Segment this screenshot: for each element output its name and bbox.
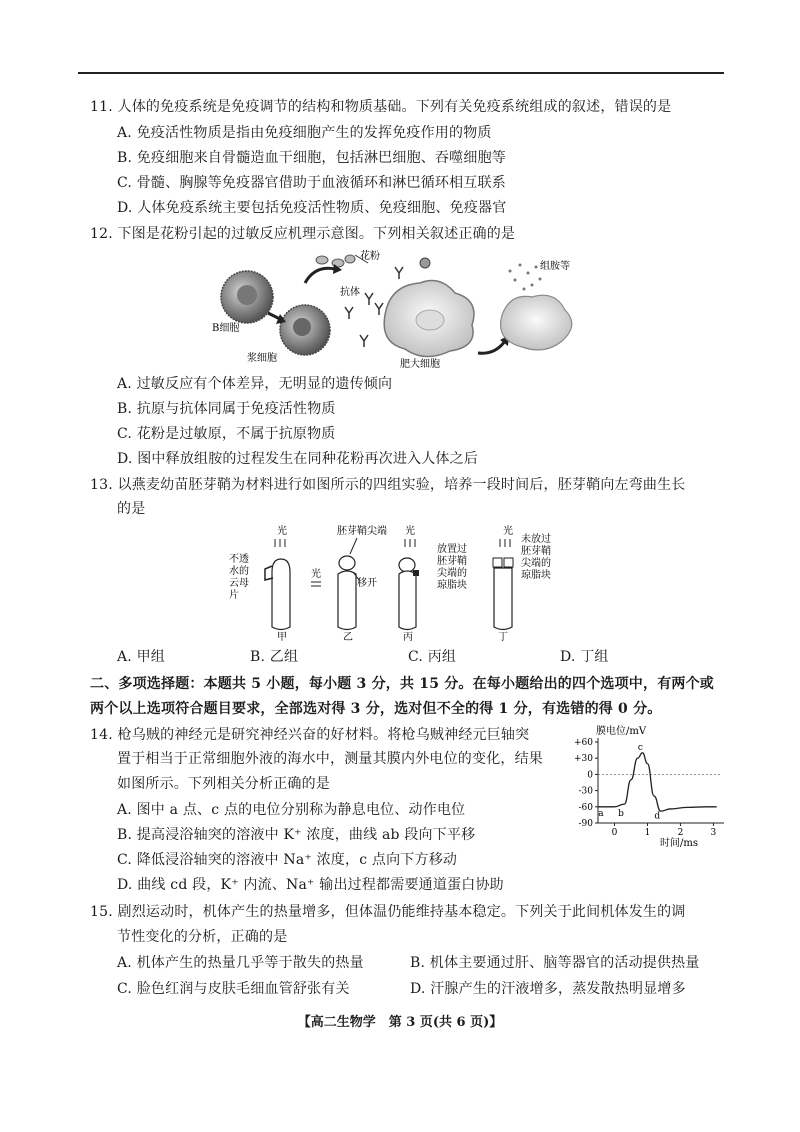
group-ding: 丁	[498, 632, 508, 643]
q11-stem: 11. 人体的免疫系统是免疫调节的结构和物质基础。下列有关免疫系统组成的叙述，错误的是	[90, 99, 672, 115]
mast-cell-nucleus	[416, 310, 444, 330]
coleoptile-ding	[494, 568, 512, 630]
chart-xlabel: 时间/ms	[660, 838, 698, 849]
section2-line1: 二、多项选择题：本题共 5 小题，每小题 3 分，共 15 分。在每小题给出的四个选项中，有两个或	[90, 676, 715, 692]
q12-option-d: D. 图中释放组胺的过程发生在同种花粉再次进入人体之后	[117, 451, 479, 467]
light-label-3: 光	[405, 526, 415, 537]
histamine-dots	[509, 264, 542, 291]
q13-option-b: B. 乙组	[250, 649, 299, 665]
potential-curve	[598, 753, 717, 811]
light-arrows-3	[405, 539, 415, 547]
q15-stem-line2: 节性变化的分析，正确的是	[117, 929, 288, 945]
q15-stem-line1: 15. 剧烈运动时，机体产生的热量增多，但体温仍能维持基本稳定。下列关于此间机体发生的调	[90, 904, 686, 920]
y-tick-label: +60	[574, 738, 593, 748]
x-tick-label: 2	[677, 828, 684, 838]
page-footer: 【高二生物学 第 3 页(共 6 页)】	[297, 1015, 503, 1030]
coleoptile-bing	[399, 571, 416, 630]
q15-option-b: B. 机体主要通过肝、脑等器官的活动提供热量	[410, 955, 700, 971]
q15-option-d: D. 汗腺产生的汗液增多，蒸发散热明显增多	[410, 981, 686, 997]
point-label-a: a	[598, 808, 604, 819]
x-tick-label: 1	[644, 828, 651, 838]
arrow-to-release	[478, 341, 505, 353]
point-label-c: c	[637, 742, 643, 753]
q14-option-c: C. 降低浸浴轴突的溶液中 Na⁺ 浓度，c 点向下方移动	[117, 852, 458, 868]
q14-option-a: A. 图中 a 点、c 点的电位分别称为静息电位、动作电位	[117, 802, 466, 818]
mica-label-4: 片	[229, 590, 239, 601]
agar-without-1: 未放过	[521, 534, 551, 545]
q12-option-b: B. 抗原与抗体同属于免疫活性物质	[117, 401, 336, 417]
q11-option-b: B. 免疫细胞来自骨髓造血干细胞，包括淋巴细胞、吞噬细胞等	[117, 150, 506, 166]
agar-without-4: 琼脂块	[521, 570, 551, 581]
y-tick-label: 0	[587, 770, 593, 781]
label-pollen: 花粉	[360, 251, 380, 262]
q11-option-d: D. 人体免疫系统主要包括免疫活性物质、免疫细胞、免疫器官	[117, 200, 507, 216]
q14-stem-line1: 14. 枪乌贼的神经元是研究神经兴奋的好材料。将枪乌贼神经元巨轴突	[90, 727, 530, 743]
label-plasma-cell: 浆细胞	[247, 353, 277, 364]
section2-line2: 两个以上选项符合题目要求，全部选对得 3 分，选对但不全的得 1 分，有选错的得 0 分。	[90, 701, 662, 717]
agar-block-right	[504, 558, 513, 567]
chart-ylabel: 膜电位/mV	[596, 726, 647, 737]
move-away-label: 移开	[357, 578, 377, 589]
group-yi: 乙	[343, 632, 353, 643]
tip-pointer	[350, 538, 357, 554]
q13-coleoptile-figure	[225, 522, 595, 644]
tip-label: 胚芽鞘尖端	[337, 526, 387, 537]
small-block-bing	[413, 570, 419, 576]
x-tick-label: 3	[710, 828, 717, 838]
label-histamine: 组胺等	[540, 261, 570, 272]
q13-stem-line1: 13. 以燕麦幼苗胚芽鞘为材料进行如图所示的四组实验，培养一段时间后，胚芽鞘向左弯曲生长	[90, 477, 686, 493]
agar-with-2: 胚芽鞘	[437, 556, 467, 567]
removed-tip	[339, 556, 355, 570]
top-rule	[78, 72, 724, 74]
plasma-cell-nucleus	[293, 318, 311, 336]
point-label-d: d	[654, 811, 661, 822]
point-label-b: b	[618, 808, 624, 819]
q15-option-c: C. 脸色红润与皮肤毛细血管舒张有关	[117, 981, 350, 997]
group-jia: 甲	[277, 632, 287, 643]
light-arrows-2	[311, 582, 321, 586]
q13-option-a: A. 甲组	[117, 649, 166, 665]
q12-allergy-figure	[210, 245, 590, 370]
y-tick-label: -90	[578, 819, 593, 829]
coleoptile-jia	[272, 559, 290, 630]
q13-stem-line2: 的是	[117, 501, 146, 517]
agar-with-3: 尖端的	[437, 568, 467, 579]
q15-option-a: A. 机体产生的热量几乎等于散失的热量	[117, 955, 364, 971]
mica-label-2: 水的	[229, 566, 249, 577]
group-bing: 丙	[403, 632, 413, 643]
q14-stem-line3: 如图所示。下列相关分析正确的是	[117, 776, 330, 792]
curved-arrow-1	[305, 268, 335, 283]
q14-option-d: D. 曲线 cd 段，K⁺ 内流、Na⁺ 输出过程都需要通道蛋白协助	[117, 877, 504, 893]
q14-option-b: B. 提高浸浴轴突的溶液中 K⁺ 浓度，曲线 ab 段向下平移	[117, 827, 476, 843]
light-label-1: 光	[277, 526, 287, 537]
q11-option-c: C. 骨髓、胸腺等免疫器官借助于血液循环和淋巴循环相互联系	[117, 175, 506, 191]
q11-option-a: A. 免疫活性物质是指由免疫细胞产生的发挥免疫作用的物质	[117, 125, 492, 141]
light-label-4: 光	[503, 526, 513, 537]
label-b-cell: B细胞	[212, 323, 240, 334]
tip-bing	[399, 558, 415, 572]
q12-stem: 12. 下图是花粉引起的过敏反应机理示意图。下列相关叙述正确的是	[90, 226, 516, 242]
agar-block-left	[493, 558, 502, 567]
q14-membrane-potential-chart	[560, 720, 730, 850]
mica-label-3: 云母	[229, 578, 249, 589]
y-tick-label: +30	[574, 754, 593, 765]
arrow-b-to-plasma	[268, 313, 280, 319]
light-arrows-4	[500, 539, 510, 547]
mica-label-1: 不透	[229, 554, 249, 565]
agar-with-4: 琼脂块	[437, 580, 467, 591]
label-mast-cell: 肥大细胞	[400, 359, 440, 370]
q14-stem-line2: 置于相当于正常细胞外液的海水中，测量其膜内外电位的变化，结果	[117, 751, 543, 767]
q12-option-c: C. 花粉是过敏原，不属于抗原物质	[117, 426, 336, 442]
agar-without-3: 尖端的	[521, 558, 551, 569]
light-arrows-1	[275, 539, 285, 547]
agar-with-1: 放置过	[437, 544, 467, 555]
y-tick-label: -60	[578, 802, 593, 813]
y-tick-label: -30	[578, 786, 593, 797]
q12-option-a: A. 过敏反应有个体差异，无明显的遗传倾向	[117, 376, 393, 392]
light-label-2: 光	[311, 569, 321, 580]
coleoptile-yi	[338, 571, 356, 630]
b-cell-nucleus	[237, 285, 257, 305]
released-cell-shape	[501, 295, 572, 350]
q13-option-c: C. 丙组	[408, 649, 457, 665]
q13-option-d: D. 丁组	[560, 649, 609, 665]
x-tick-label: 0	[611, 828, 618, 838]
label-antibody: 抗体	[340, 287, 360, 298]
agar-without-2: 胚芽鞘	[521, 546, 551, 557]
pollen-on-cell	[420, 258, 430, 268]
